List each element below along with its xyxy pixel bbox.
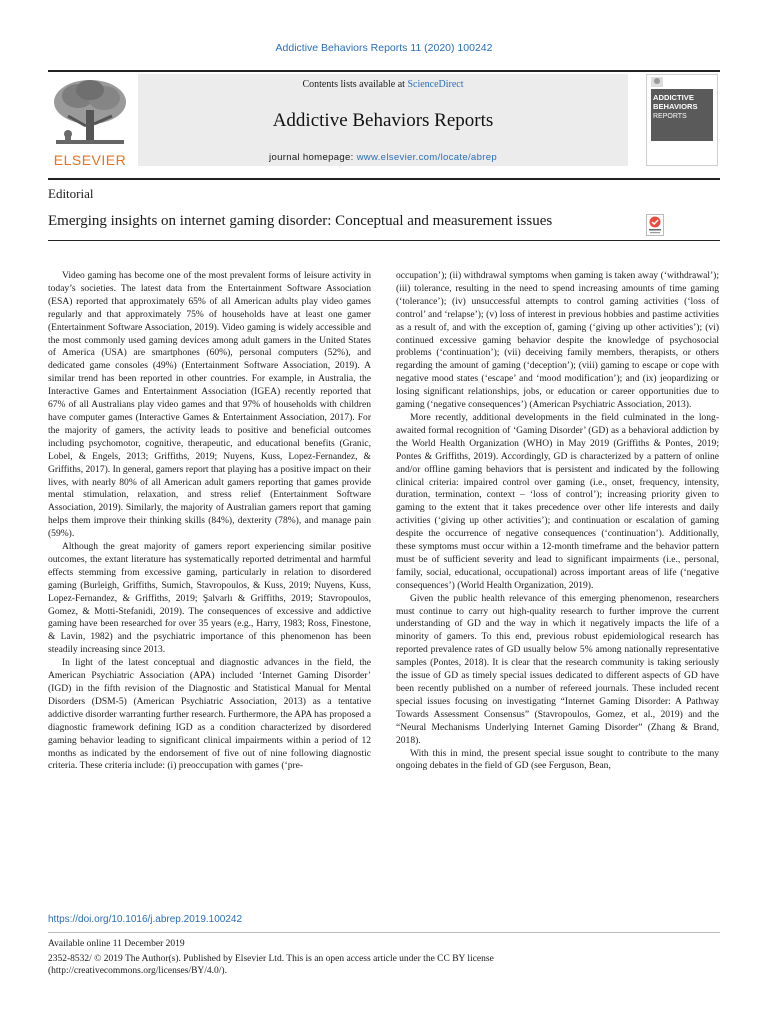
header-top-rule <box>48 70 720 72</box>
header-center-panel <box>138 74 628 166</box>
license-url[interactable]: (http://creativecommons.org/licenses/BY/4.0/). <box>48 966 227 976</box>
article-footer <box>48 938 720 978</box>
sciencedirect-link[interactable]: ScienceDirect <box>407 79 464 90</box>
footer-rule <box>48 932 720 933</box>
journal-cover-thumbnail[interactable] <box>646 74 718 166</box>
copyright-notice: 2352-8532/ © 2019 The Author(s). Published by Elsevier Ltd. This is an open access article under the CC BY license <box>48 953 494 964</box>
body-paragraph: occupation’); (ii) withdrawal symptoms when gaming is taken away (‘withdrawal’); (iii) tolerance, resulting in the need to spend increasing amounts of time gaming (‘tolerance’); (iv) unsuccessful attempts to control gaming activities (‘loss of control’ and ‘relapse’); (v) loss of interest in previous hobbies and pastime activities as a result of, and with the exception of, gaming (‘giving up other activities’); (vi) continued excessive gaming behavior despite the knowledge of psychosocial problems (‘continuation’); (vii) deceiving family members, therapists, or others regarding the amount of gaming (‘deception’); (viii) gaming to escape or cope with negative mood states (‘escape’ and ‘mood modification’); and (ix) jeopardizing or losing significant relationships, jobs, or education or career opportunities due to gaming (‘negative consequences’) (American Psychiatric Association, 2013). <box>396 270 719 411</box>
body-paragraph: Although the great majority of gamers report experiencing similar positive outcomes, the extant literature has systematically reported detrimental and harmful effects stemming from excessive gaming, particularly in relation to disordered gaming (Burleigh, Griffiths, Sumich, Stavropoulos, & Kuss, 2019; Nuyens, Kuss, Lopez-Fernandez, & Griffiths, 2019; Şalvarlı & Griffiths, 2019; Stavropoulos, Gomez, & Motti-Stefanidi, 2019). The consequences of excessive and addictive gaming have been researched for over 35 years (e.g., Harry, 1983; Ross, Finestone, & Lavin, 1982) and the psychiatric importance of this phenomenon has been steadily increasing since 2013. <box>48 541 371 656</box>
check-for-updates-icon <box>646 214 664 236</box>
check-for-updates-button[interactable] <box>646 214 664 236</box>
cover-subtitle: REPORTS <box>653 113 687 120</box>
header-bottom-rule <box>48 178 720 180</box>
contents-prefix: Contents lists available at <box>302 79 408 90</box>
cover-small-logo-icon <box>651 77 663 87</box>
availability-date: Available online 11 December 2019 <box>48 939 185 949</box>
journal-header <box>48 70 720 170</box>
title-rule <box>48 240 720 241</box>
elsevier-wordmark: ELSEVIER <box>53 152 127 168</box>
body-paragraph: In light of the latest conceptual and diagnostic advances in the field, the American Psychiatric Association (APA) included ‘Internet Gaming Disorder’ (IGD) in the fifth revision of the Diagnostic and Statistical Manual for Mental Disorders (DSM-5) (American Psychiatric Association, 2013) as a tentative addictive disorder warranting further research. Furthermore, the APA has proposed a diagnostic framework defining IGD as a condition characterized by disordered gaming behavior leading to significant clinical impairments within a period of 12 months as indicated by the endorsement of five out of nine following diagnostic criteria. These criteria include: (i) preoccupation with games (‘pre- <box>48 657 371 772</box>
homepage-prefix: journal homepage: <box>269 152 357 163</box>
article-title: Emerging insights on internet gaming disorder: Conceptual and measurement issues <box>48 213 553 229</box>
body-column-left <box>48 270 371 773</box>
cover-title <box>653 93 711 121</box>
section-label: Editorial <box>48 186 94 201</box>
contents-line <box>138 79 628 90</box>
body-paragraph: With this in mind, the present special issue sought to contribute to the many ongoing debates in the field of GD (see Ferguson, Bean, <box>396 747 719 772</box>
body-paragraph: Video gaming has become one of the most prevalent forms of leisure activity in today’s societies. The latest data from the Entertainment Software Association (ESA) reported that approximately 65% of all American adults play video games regularly and that approximately 75% of households have at least one gamer (Entertainment Software Association, 2019). Video gaming is widely accessible and the most commonly used gaming devices among adult gamers in the United States of America (USA) are smartphones (60%), personal computers (52%), and dedicated game consoles (49%) (Entertainment Software Association, 2019). A similar trend has been reported in other countries. For example, in Australia, the Interactive Games and Entertainment Association (IGEA) recently reported that 67% of all Australians play video games and that 97% of households with children have computer games (Interactive Games & Entertainment Association, 2017). For the majority of gamers, the activity leads to positive and beneficial outcomes including psychomotor, cognitive, therapeutic, and educational benefits (Granic, Lobel, & Engels, 2013; Griffiths, 2019; Nuyens, Kuss, Lopez-Fernandez, & Griffiths, 2017). In general, gamers report that playing has a positive impact on their lives, with nearly 80% of all American adult gamers reporting that games provide mental stimulation, relaxation, and stress relief (Entertainment Software Association, 2019). Similarly, the majority of Australian gamers report that gaming helps them improve their thinking skills (84%), dexterity (78%), and manage pain (59%). <box>48 270 371 540</box>
homepage-link[interactable]: www.elsevier.com/locate/abrep <box>356 152 497 163</box>
body-paragraph: More recently, additional developments in the field culminated in the long-awaited formal recognition of ‘Gaming Disorder’ (GD) as a behavioral addiction by the World Health Organization (WHO) in May 2019 (Griffiths & Pontes, 2019; Pontes & Griffiths, 2019). Accordingly, GD is characterized by a pattern of online and/or offline gaming behaviors that is persistent and indicated by the following clinical criteria: impaired control over gaming (i.e., onset, frequency, intensity, duration, termination, context – ‘loss of control’); increasing priority given to gaming to the extent that it takes precedence over other life interests and daily activities (‘giving up other activities’); and continuation or escalation of gaming despite the occurrence of negative consequences (‘continuation’). Additionally, these symptoms must occur within a 12-month timeframe and the behavior pattern must be of sufficient severity and lead to significant impairments (i.e., personal, family, social, educational, occupational) across important areas of life (‘negative consequences’) (World Health Organization, 2019). <box>396 411 719 591</box>
body-paragraph: Given the public health relevance of this emerging phenomenon, researchers must continue to carry out high-quality research to further improve the current understanding of GD and the way in which it negatively impacts the life of a minority of gamers. To this end, previous robust epidemiological research has reported prevalence rates of GD usually below 5% among nationally representative samples (Pontes, 2018). It is clear that the research community is taking seriously the issue of GD as timely special issues dedicated to different aspects of GD have been recently published on a number of refereed journals. These included recent special issues focusing on investigating “Internet Gaming Disorder: A Pathway Towards Assessment Consensus” (Stavropoulos, Gomez, et al., 2019) and the “Neural Mechanisms Underlying Internet Gaming Disorder” (Zhang & Brand, 2018). <box>396 592 719 746</box>
body-column-right <box>396 270 719 773</box>
elsevier-logo[interactable] <box>48 76 132 168</box>
elsevier-tree-icon <box>48 76 132 150</box>
cover-title-block <box>651 89 713 141</box>
cover-title-text: ADDICTIVE BEHAVIORS <box>653 93 698 111</box>
journal-title: Addictive Behaviors Reports <box>272 110 494 131</box>
doi-link[interactable]: https://doi.org/10.1016/j.abrep.2019.100242 <box>48 914 243 925</box>
homepage-line <box>138 152 628 163</box>
journal-reference-link[interactable]: Addictive Behaviors Reports 11 (2020) 100242 <box>275 42 493 54</box>
